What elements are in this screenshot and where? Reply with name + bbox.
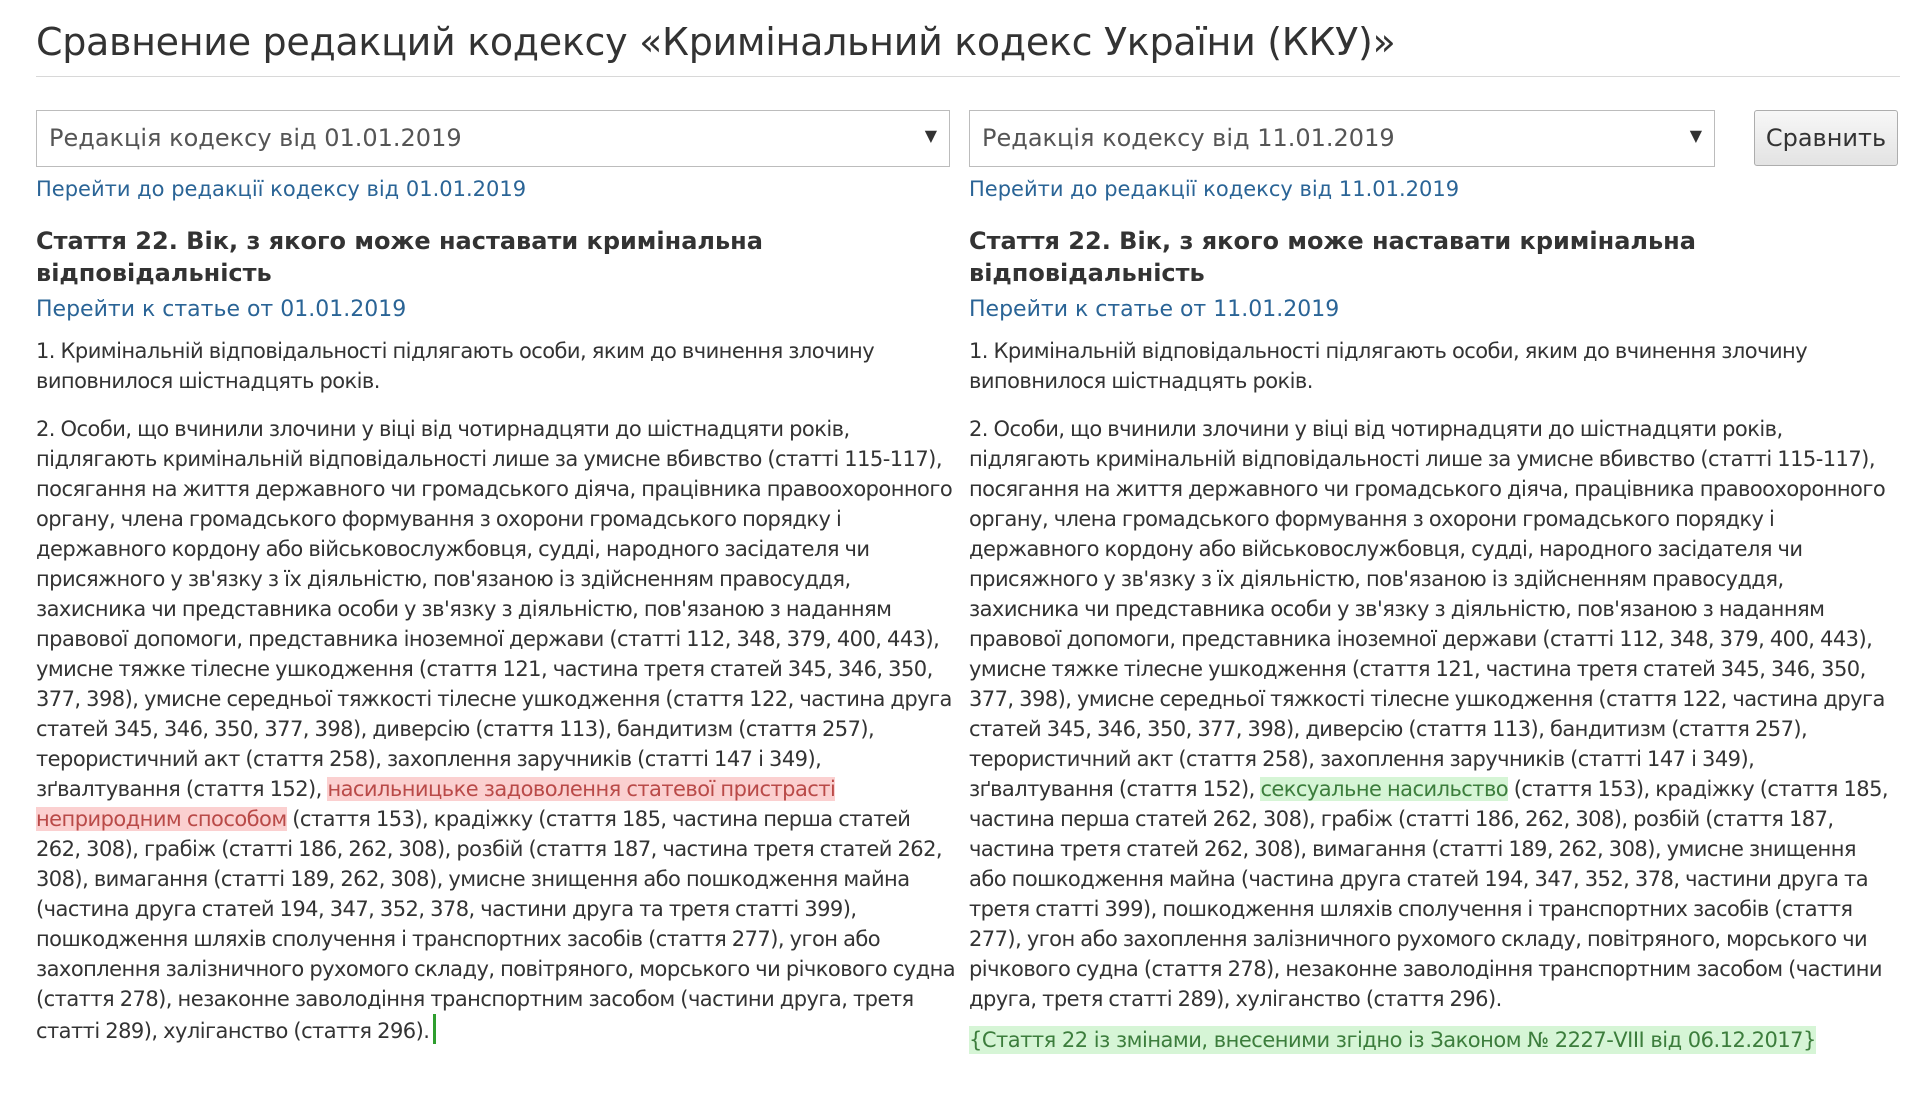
right-edition-column (969, 110, 1894, 1054)
left-paragraph-2 (36, 414, 956, 1046)
left-goto-edition-link[interactable]: Перейти до редакції кодексу від 01.01.2019 (36, 177, 527, 201)
left-edition-select-value: Редакція кодексу від 01.01.2019 (49, 124, 462, 152)
inserted-text-highlight: сексуальне насильство (1260, 777, 1509, 801)
right-edition-select-value: Редакція кодексу від 11.01.2019 (982, 124, 1395, 152)
page-title: Сравнение редакций кодексу «Кримінальний кодекс України (ККУ)» (36, 20, 1396, 64)
right-goto-edition-link[interactable]: Перейти до редакції кодексу від 11.01.2019 (969, 177, 1460, 201)
text-cursor (433, 1014, 436, 1044)
left-goto-article-link[interactable]: Перейти к статье от 01.01.2019 (36, 297, 407, 322)
chevron-down-icon: ▼ (924, 126, 937, 145)
left-paragraph-2-text-before: 2. Особи, що вчинили злочини у віці від чотирнадцяти до шістнадцяти років, підлягають кримінальній відповідальності лише за умисне вбивство (статті 115-117), посягання на життя державного чи громадського діяча, працівника правоохоронного органу, члена громадського формування з охорони громадського порядку і державного кордону або військовослужбовця, судді, народного засідателя чи присяжного у зв'язку з їх діяльністю, пов'язаною із здійсненням правосуддя, захисника чи представника особи у зв'язку з діяльністю, пов'язаною з наданням правової допомоги, представника іноземної держави (статті 112, 348, 379, 400, 443), умисне тяжке тілесне ушкодження (стаття 121, частина третя статей 345, 346, 350, 377, 398), умисне середньої тяжкості тілесне ушкодження (стаття 122, частина друга статей 345, 346, 350, 377, 398), диверсію (стаття 113), бандитизм (стаття 257), терористичний акт (стаття 258), захоплення заручників (статті 147 і 349), зґвалтування (стаття 152), (36, 417, 953, 801)
right-paragraph-1: 1. Кримінальній відповідальності підлягають особи, яким до вчинення злочину виповнилося шістнадцять років. (969, 339, 1808, 393)
right-goto-article-link[interactable]: Перейти к статье от 11.01.2019 (969, 297, 1340, 322)
right-article-title: Стаття 22. Вік, з якого може наставати кримінальна відповідальність (969, 227, 1696, 287)
title-divider (36, 76, 1900, 77)
chevron-down-icon: ▼ (1689, 126, 1702, 145)
amendment-note: {Стаття 22 із змінами, внесеними згідно із Законом № 2227-VIII від 06.12.2017} (969, 1028, 1816, 1052)
deleted-text-highlight: насильницьке задоволення статевої пристрасті неприродним способом (36, 777, 836, 831)
left-paragraph-2-text-after: (стаття 153), крадіжку (стаття 185, частина перша статей 262, 308), грабіж (статті 186, 262, 308), розбій (стаття 187, частина третя статей 262, 308), вимагання (статті 189, 262, 308), умисне знищення або пошкодження майна (частина друга статей 194, 347, 352, 378, частини друга та третя статті 399), пошкодження шляхів сполучення і транспортних засобів (стаття 277), угон або захоплення залізничного рухомого складу, повітряного, морського чи річкового судна (стаття 278), незаконне заволодіння транспортним засобом (частини друга, третя статті 289), хуліганство (стаття 296). (36, 807, 956, 1043)
right-paragraph-2-text-after: (стаття 153), крадіжку (стаття 185, частина перша статей 262, 308), грабіж (статті 186, 262, 308), розбій (стаття 187, частина третя статей 262, 308), вимагання (статті 189, 262, 308), умисне знищення або пошкодження майна (частина друга статей 194, 347, 352, 378, частини друга та третя статті 399), пошкодження шляхів сполучення і транспортних засобів (стаття 277), угон або захоплення залізничного рухомого складу, повітряного, морського чи річкового судна (стаття 278), незаконне заволодіння транспортним засобом (частини друга, третя статті 289), хуліганство (стаття 296). (969, 777, 1889, 1011)
right-paragraph-2-text-before: 2. Особи, що вчинили злочини у віці від чотирнадцяти до шістнадцяти років, підлягають кримінальній відповідальності лише за умисне вбивство (статті 115-117), посягання на життя державного чи громадського діяча, працівника правоохоронного органу, члена громадського формування з охорони громадського порядку і державного кордону або військовослужбовця, судді, народного засідателя чи присяжного у зв'язку з їх діяльністю, пов'язаною із здійсненням правосуддя, захисника чи представника особи у зв'язку з діяльністю, пов'язаною з наданням правової допомоги, представника іноземної держави (статті 112, 348, 379, 400, 443), умисне тяжке тілесне ушкодження (стаття 121, частина третя статей 345, 346, 350, 377, 398), умисне середньої тяжкості тілесне ушкодження (стаття 122, частина друга статей 345, 346, 350, 377, 398), диверсію (стаття 113), бандитизм (стаття 257), терористичний акт (стаття 258), захоплення заручників (статті 147 і 349), зґвалтування (стаття 152), (969, 417, 1886, 801)
left-edition-column (36, 110, 956, 1046)
left-article-title: Стаття 22. Вік, з якого може наставати кримінальна відповідальність (36, 227, 763, 287)
left-paragraph-1: 1. Кримінальній відповідальності підлягають особи, яким до вчинення злочину виповнилося шістнадцять років. (36, 339, 875, 393)
right-edition-select[interactable] (969, 110, 1715, 167)
left-edition-select[interactable] (36, 110, 950, 167)
compare-button[interactable]: Сравнить (1754, 110, 1898, 166)
right-paragraph-2 (969, 414, 1894, 1014)
